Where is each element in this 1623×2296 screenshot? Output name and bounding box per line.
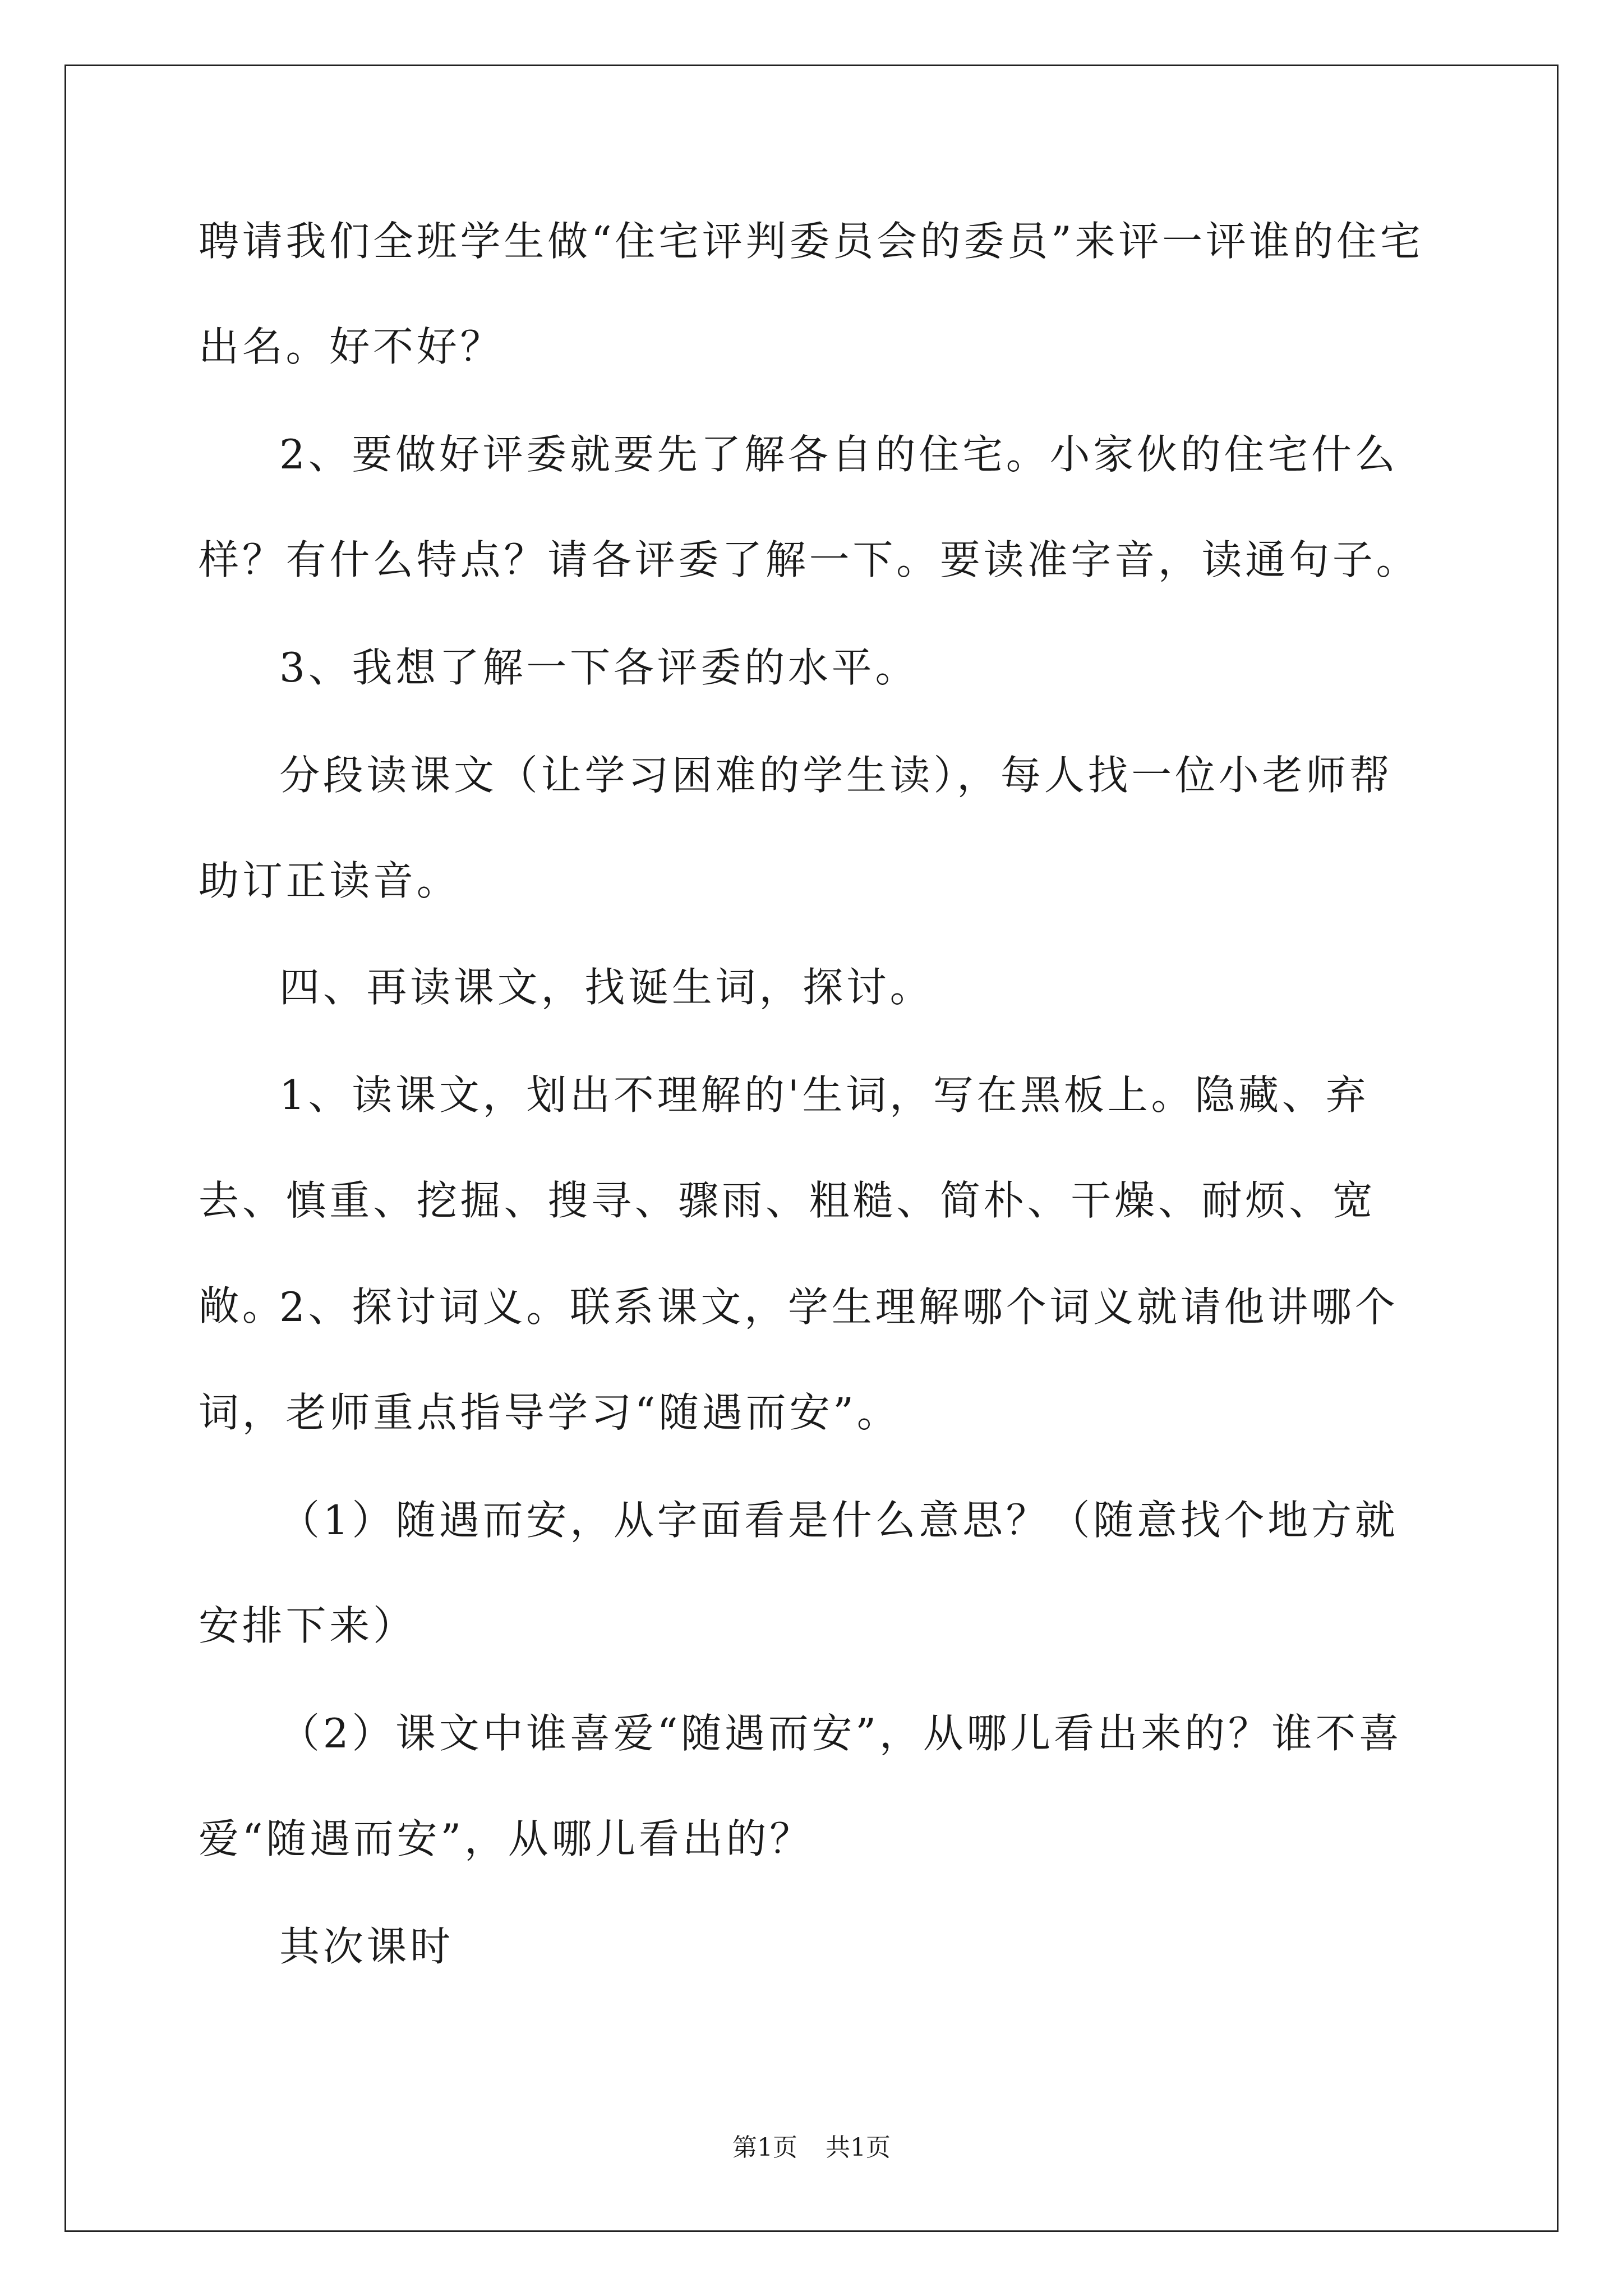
page-footer: [0, 2127, 1623, 2163]
paragraph-3: 3、我想了解一下各评委的水平。: [279, 644, 919, 691]
page-total-label: 共1页: [826, 2133, 891, 2162]
paragraph-4: 分段读课文（让学习困难的学生读），每人找一位小老师帮助订正读音。: [199, 752, 1393, 904]
paragraph-1: 聘请我们全班学生做“住宅评判委员会的委员”来评一评谁的住宅出名。好不好？: [199, 218, 1424, 370]
paragraph-9: （2）课文中谁喜爱“随遇而安”，从哪儿看出来的？谁不喜爱“随遇而安”，从哪儿看出的？: [199, 1710, 1403, 1862]
paragraph-2: 2、要做好评委就要先了解各自的住宅。小家伙的住宅什么样？有什么特点？请各评委了解一下。要读准字音，读通句子。: [199, 431, 1420, 583]
paragraph-8: （1）随遇而安，从字面看是什么意思？（随意找个地方就安排下来）: [199, 1497, 1399, 1649]
paragraph-5: 四、再读课文，找诞生词，探讨。: [279, 964, 934, 1011]
paragraph-10: 其次课时: [279, 1923, 454, 1970]
paragraph-6: 1、读课文，划出不理解的'生词，写在黑板上。隐藏、弃去、慎重、挖掘、搜寻、骤雨、粗糙、简朴、干燥、耐烦、宽敞。: [199, 1071, 1376, 1329]
paragraph-7: 2、探讨词义。联系课文，学生理解哪个词义就请他讲哪个词，老师重点指导学习“随遇而安”。: [199, 1283, 1399, 1436]
page-current-label: 第1页: [732, 2133, 797, 2162]
